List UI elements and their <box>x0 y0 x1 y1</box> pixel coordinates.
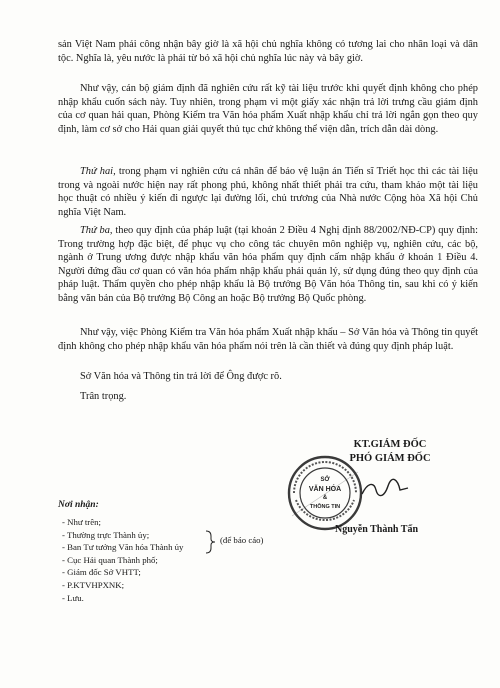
recipient-list <box>62 516 183 604</box>
bracket-note: (để báo cáo) <box>220 535 264 545</box>
list-item: - Lưu. <box>62 592 183 605</box>
right-brace-icon <box>204 530 216 554</box>
signature-title-1: KT.GIÁM ĐỐC <box>353 439 427 450</box>
list-item: - P.KTVHPXNK; <box>62 579 183 592</box>
paragraph-4 <box>58 224 478 306</box>
paragraph-3 <box>58 165 478 219</box>
signature-title-2: PHÓ GIÁM ĐỐC <box>349 453 431 464</box>
list-item: - Cục Hải quan Thành phố; <box>62 554 183 567</box>
recipients-title: Nơi nhận: <box>58 500 99 510</box>
paragraph-5: Như vậy, việc Phòng Kiểm tra Văn hóa phẩm Xuất nhập khẩu – Sở Văn hóa và Thông tin quyết định không cho phép nhập khẩu văn hóa phẩm nói trên là cần thiết và đúng quy định pháp luật. <box>58 327 478 352</box>
stamp-text-1: SỞ <box>320 477 330 483</box>
list-item: - Như trên; <box>62 516 183 529</box>
paragraph-2: Như vậy, cán bộ giám định đã nghiên cứu rất kỹ tài liệu trước khi quyết định không cho phép nhập khẩu cuốn sách này. Tuy nhiên, trong phạm vi một giấy xác nhận trả lời trưng cầu giám định của cơ quan hải quan, Phòng Kiểm tra Văn hóa phẩm Xuất nhập khẩu chỉ trả lời ngắn gọn theo quy định, làm cơ sở cho Hải quan giải quyết thủ tục chứ không thể viện dẫn, trích dẫn dài dòng. <box>58 83 478 135</box>
stamp-text-4: THÔNG TIN <box>309 504 341 510</box>
signatory-name: Nguyễn Thành Tấn <box>335 524 419 535</box>
paragraph-6: Sở Văn hóa và Thông tin trả lời để Ông được rõ. <box>80 371 282 382</box>
stamp-text-3: & <box>322 495 328 501</box>
list-item: - Giám đốc Sở VHTT; <box>62 566 183 579</box>
official-stamp-icon <box>286 454 364 532</box>
paragraph-7: Trân trọng. <box>80 391 127 402</box>
paragraph-4-lead: Thứ ba, <box>80 225 113 236</box>
list-item: - Ban Tư tưởng Văn hóa Thành ủy <box>62 541 183 554</box>
paragraph-3-lead: Thứ hai, <box>80 166 116 177</box>
paragraph-1: sản Việt Nam phải công nhận bây giờ là xã hội chủ nghĩa không có tương lai cho nhân loại và dân tộc. Nghĩa là, yêu nước là phải từ bỏ xã hội chủ nghĩa lúc này và bây giờ. <box>58 39 478 64</box>
list-item: - Thường trực Thành ủy; <box>62 529 183 542</box>
paragraph-3-text: trong phạm vi nghiên cứu cá nhân để bảo vệ luận án Tiến sĩ Triết học thì các tài liệu trong và ngoài nước hiện nay rất phong phú, không nhất thiết phải tra cứu, tham khảo một tài liệu học thuật có nhiều ý kiến đi ngược lại đường lối, chủ trương của Nhà nước Cộng hòa Xã hội Chủ nghĩa Việt Nam. <box>58 166 478 218</box>
stamp-text-2: VĂN HÓA <box>308 486 342 493</box>
handwritten-signature-icon <box>360 478 410 500</box>
paragraph-4-text: theo quy định của pháp luật (tại khoản 2 Điều 4 Nghị định 88/2002/NĐ-CP) quy định: Trong trường hợp đặc biệt, để phục vụ cho công tác chuyên môn nghiệp vụ, nghiên cứu, các bộ, ngành ở Trung ương được nhập khẩu văn hóa phẩm quy định cấm nhập khẩu ở khoản 1 Điều 4. Người đứng đầu cơ quan có văn hóa phẩm nhập khẩu phải quản lý, sử dụng đúng theo quy định của pháp luật. Thẩm quyền cho phép nhập khẩu là Bộ trưởng Bộ Văn hóa Thông tin, sau khi có ý kiến bằng văn bản của Bộ trưởng Bộ Công an hoặc Bộ trưởng Bộ Quốc phòng. <box>58 225 478 304</box>
